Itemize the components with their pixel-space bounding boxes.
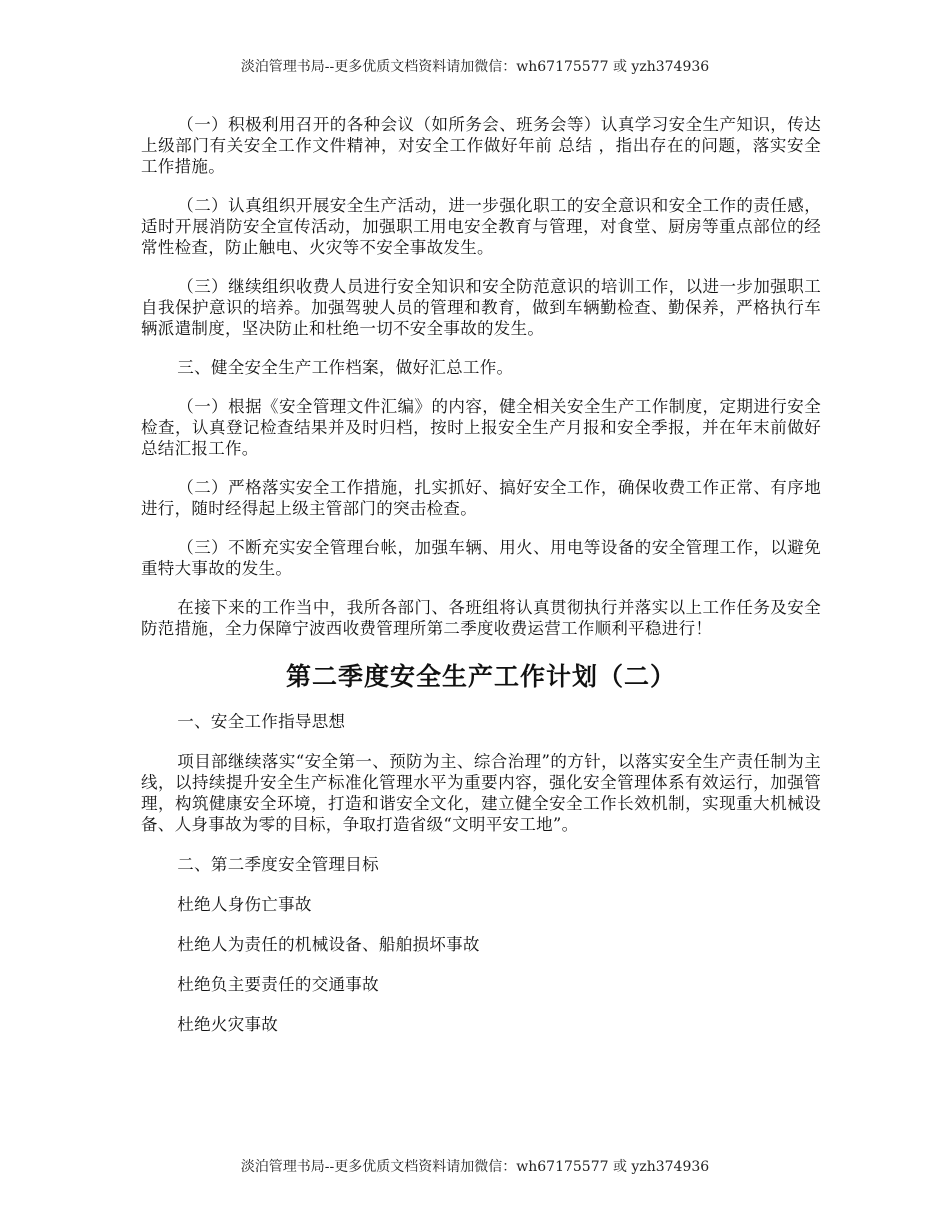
paragraph-1-3: （三）继续组织收费人员进行安全知识和安全防范意识的培训工作，以进一步加强职工自我保护意识的培养。加强驾驶人员的管理和教育，做到车辆勤检查、勤保养，严格执行车辆派遣制度，坚决防止和杜绝一切不安全事故的发生。 <box>141 277 821 338</box>
closing-paragraph: 在接下来的工作当中，我所各部门、各班组将认真贯彻执行并落实以上工作任务及安全防范措施，全力保障宁波西收费管理所第二季度收费运营工作顺利平稳进行！ <box>141 598 821 638</box>
paragraph-3-3: （三）不断充实安全管理台帐，加强车辆、用火、用电等设备的安全管理工作，以避免重特大事故的发生。 <box>141 538 821 578</box>
document-title: 第二季度安全生产工作计划（二） <box>285 662 676 691</box>
goal-item: 杜绝负主要责任的交通事故 <box>177 975 379 994</box>
paragraph-1-2: （二）认真组织开展安全生产活动，进一步强化职工的安全意识和安全工作的责任感，适时开展消防安全宣传活动，加强职工用电安全教育与管理，对食堂、厨房等重点部位的经常性检查，防止触电、火灾等不安全事故发生。 <box>141 196 821 257</box>
heading-guiding-thought: 一、安全工作指导思想 <box>177 712 346 731</box>
paragraph-1-1: （一）积极利用召开的各种会议（如所务会、班务会等）认真学习安全生产知识，传达上级部门有关安全工作文件精神，对安全工作做好年前 总结 ，指出存在的问题，落实安全工作措施。 <box>141 115 821 176</box>
page-footer: 淡泊管理书局--更多优质文档资料请加微信：wh67175577 或 yzh374936 <box>240 1159 710 1175</box>
heading-safety-goals: 二、第二季度安全管理目标 <box>177 855 379 874</box>
page-header: 淡泊管理书局--更多优质文档资料请加微信：wh67175577 或 yzh374936 <box>240 59 710 75</box>
document-body <box>141 114 821 1054</box>
goal-item: 杜绝火灾事故 <box>177 1015 279 1034</box>
paragraph-guiding-thought: 项目部继续落实“安全第一、预防为主、综合治理”的方针，以落实安全生产责任制为主线，以持续提升安全生产标准化管理水平为重要内容，强化安全管理体系有效运行，加强管理，构筑健康安全环境，打造和谐安全文化，建立健全安全工作长效机制，实现重大机械设备、人身事故为零的目标，争取打造省级“文明平安工地”。 <box>141 752 821 834</box>
goal-item: 杜绝人为责任的机械设备、船舶损坏事故 <box>177 935 480 954</box>
goal-item: 杜绝人身伤亡事故 <box>177 895 312 914</box>
section-heading-3: 三、健全安全生产工作档案，做好汇总工作。 <box>177 358 514 377</box>
paragraph-3-1: （一）根据《安全管理文件汇编》的内容，健全相关安全生产工作制度，定期进行安全检查，认真登记检查结果并及时归档，按时上报安全生产月报和安全季报，并在年末前做好总结汇报工作。 <box>141 397 821 458</box>
paragraph-3-2: （二）严格落实安全工作措施，扎实抓好、搞好安全工作，确保收费工作正常、有序地进行，随时经得起上级主管部门的突击检查。 <box>141 478 821 518</box>
